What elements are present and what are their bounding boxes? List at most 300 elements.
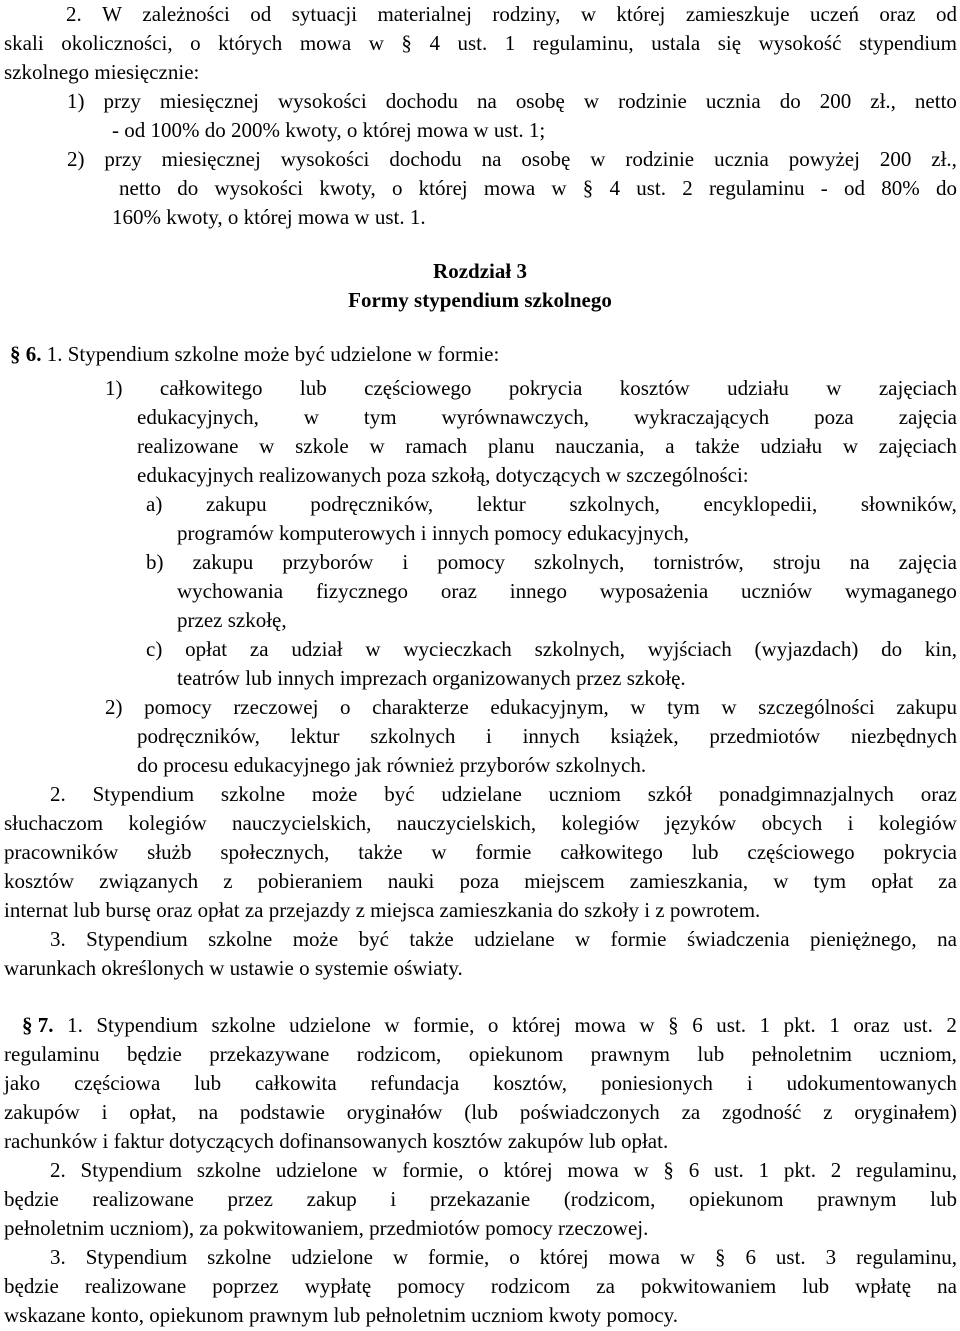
- section2-line: [112, 203, 957, 232]
- word: uczniom: [548, 782, 621, 806]
- word: poza: [459, 869, 500, 893]
- word: w: [583, 89, 600, 113]
- par6-line: [4, 838, 957, 867]
- word: rzeczowej: [233, 695, 319, 719]
- word: tym: [813, 869, 847, 893]
- par6-line: [137, 461, 957, 490]
- section2-line: [112, 116, 957, 145]
- par6-line: [146, 490, 957, 519]
- word: pokrycia: [508, 376, 583, 400]
- par7-line: [4, 1301, 957, 1330]
- word: wypłatę: [304, 1274, 372, 1298]
- word: w: [368, 31, 384, 55]
- par6-line: [177, 519, 957, 548]
- word: uczeń: [810, 2, 859, 26]
- word: przedmiotów: [709, 724, 821, 748]
- word: ust.: [903, 1013, 933, 1037]
- word: udzielone: [275, 1158, 358, 1182]
- par6-line: [4, 809, 957, 838]
- word: o: [487, 1013, 499, 1037]
- word: dochodu: [389, 147, 462, 171]
- word: netto: [914, 89, 957, 113]
- word: 2.: [50, 782, 66, 806]
- word: szczególności: [758, 695, 875, 719]
- word: wyrównawczych,: [441, 405, 590, 429]
- par7-line: [4, 1214, 957, 1243]
- word: udzielone: [289, 1013, 371, 1037]
- word: niezbędnych: [850, 724, 957, 748]
- word: 1: [829, 1013, 840, 1037]
- word: zajęcia: [898, 550, 957, 574]
- word: szkolnych,: [534, 550, 625, 574]
- word: do: [177, 176, 199, 200]
- word: w: [259, 434, 275, 458]
- word: regulaminu,: [856, 1158, 957, 1182]
- word: b): [146, 550, 164, 574]
- word: całkowitego: [560, 840, 663, 864]
- par7-line: [4, 1069, 957, 1098]
- word: szkolnych: [370, 724, 456, 748]
- line-text: 160% kwoty, o której mowa w ust. 1.: [112, 205, 426, 229]
- word: pieniężnego,: [809, 927, 917, 951]
- par6-line: [137, 722, 957, 751]
- word: słowników,: [860, 492, 957, 516]
- word: w: [574, 927, 591, 951]
- word: za: [249, 637, 269, 661]
- word: służb: [147, 840, 192, 864]
- word: może: [311, 782, 358, 806]
- word: pokwitowaniem: [640, 1274, 777, 1298]
- word: tym: [667, 695, 700, 719]
- word: c): [146, 637, 163, 661]
- word: materialnej: [377, 2, 472, 26]
- word: prawnym: [817, 1187, 897, 1211]
- word: kolegiów: [128, 811, 207, 835]
- word: 200: [879, 147, 912, 171]
- word: Stypendium: [80, 1158, 183, 1182]
- word: przy: [104, 147, 142, 171]
- word: regulaminu: [708, 176, 805, 200]
- word: zakupu: [192, 550, 254, 574]
- word: lektur: [290, 724, 340, 748]
- word: od: [250, 2, 272, 26]
- word: jako: [4, 1071, 41, 1095]
- word: wysokości: [278, 89, 367, 113]
- word: związanych: [99, 869, 199, 893]
- word: netto: [119, 176, 161, 200]
- word: przez: [227, 1187, 273, 1211]
- word: (rodzicom,: [563, 1187, 656, 1211]
- word: i: [847, 811, 854, 835]
- word: pełnoletnim: [751, 1042, 852, 1066]
- word: pracowników: [4, 840, 119, 864]
- word: a): [146, 492, 163, 516]
- word: osobę: [515, 89, 565, 113]
- par7-line: [4, 1185, 957, 1214]
- line-text: przez szkołę,: [177, 608, 287, 632]
- word: 6: [692, 1013, 703, 1037]
- word: mowa: [567, 1158, 619, 1182]
- section2-line: [4, 58, 957, 87]
- word: miesięcznej: [161, 147, 261, 171]
- word: okoliczności,: [61, 31, 173, 55]
- word: opłat: [185, 637, 228, 661]
- word: o: [340, 695, 351, 719]
- word: zajęciach: [878, 376, 957, 400]
- word: szkolne: [220, 782, 286, 806]
- word: opiekunom: [468, 1042, 564, 1066]
- word: 1: [758, 1158, 770, 1182]
- word: powyżej: [788, 147, 860, 171]
- word: której: [503, 1158, 553, 1182]
- word: nauczycielskich,: [396, 811, 537, 835]
- word: przy: [103, 89, 141, 113]
- word: zależności: [142, 2, 230, 26]
- par6-line: [4, 954, 957, 983]
- word: w: [551, 176, 567, 200]
- par6-line: [105, 693, 957, 722]
- word: w: [630, 695, 646, 719]
- word: ponadgimnazjalnych: [718, 782, 894, 806]
- word: poświadczonych: [519, 1100, 660, 1124]
- word: obcych: [761, 811, 823, 835]
- par7-line: [4, 1098, 957, 1127]
- word: lub: [930, 1187, 957, 1211]
- par6-line: [146, 635, 957, 664]
- word: stroju: [772, 550, 821, 574]
- word: opiekunom: [689, 1187, 784, 1211]
- word: i: [746, 1071, 753, 1095]
- par7-line: [50, 1243, 957, 1272]
- word: może: [292, 927, 339, 951]
- word: zajęciach: [878, 434, 957, 458]
- section2-line: [67, 87, 957, 116]
- word: 4: [609, 176, 621, 200]
- word: poza: [814, 405, 854, 429]
- word: tym: [363, 405, 397, 429]
- section2-line: [119, 174, 957, 203]
- word: §: [401, 31, 412, 55]
- word: §: [668, 1013, 679, 1037]
- word: lub: [691, 840, 719, 864]
- word: się: [717, 31, 742, 55]
- word: realizowane: [92, 1187, 194, 1211]
- chapter-title: Rozdział 3: [433, 259, 527, 283]
- word: pomocy: [437, 550, 505, 574]
- par6-line: [105, 374, 957, 403]
- word: 2: [946, 1013, 957, 1037]
- word: dochodu: [385, 89, 459, 113]
- word: 4: [429, 31, 440, 55]
- word: w: [372, 1158, 388, 1182]
- word: w: [639, 1013, 655, 1037]
- word: Stypendium: [92, 782, 195, 806]
- word: o: [509, 1245, 520, 1269]
- par6-line: [137, 751, 957, 780]
- word: przekazywane: [209, 1042, 330, 1066]
- word: zakupu: [896, 695, 957, 719]
- word: w: [679, 1245, 696, 1269]
- word: szkolne: [208, 927, 273, 951]
- word: oryginałów: [346, 1100, 443, 1124]
- word: o: [190, 31, 201, 55]
- word: wysokości: [214, 176, 304, 200]
- word: w: [590, 147, 606, 171]
- word: od: [935, 2, 957, 26]
- word: udzielone: [291, 1245, 373, 1269]
- word: wpłatę: [855, 1274, 912, 1298]
- word: mowa: [483, 176, 536, 200]
- word: także: [358, 840, 403, 864]
- par6-line: [50, 780, 957, 809]
- word: kosztów: [619, 376, 690, 400]
- word: do: [779, 89, 801, 113]
- word: oraz: [853, 1013, 890, 1037]
- word: opłat,: [129, 1100, 177, 1124]
- word: regulaminu: [4, 1042, 100, 1066]
- word: regulaminu,: [856, 1245, 957, 1269]
- word: w: [303, 405, 319, 429]
- word: kolegiów: [878, 811, 957, 835]
- word: społecznych,: [220, 840, 330, 864]
- word: 6: [688, 1158, 700, 1182]
- word: częściowego: [364, 376, 472, 400]
- word: charakterze: [372, 695, 469, 719]
- word: formie,: [402, 1158, 464, 1182]
- word: także: [695, 434, 740, 458]
- word: ucznia: [714, 147, 769, 171]
- word: §: [663, 1158, 674, 1182]
- word: książek,: [610, 724, 679, 748]
- word: oryginałem): [854, 1100, 957, 1124]
- par6-line: [177, 664, 957, 693]
- word: rodziny,: [492, 2, 561, 26]
- par7-line: [4, 1040, 957, 1069]
- word: edukacyjnych,: [137, 405, 259, 429]
- word: będzie: [4, 1187, 59, 1211]
- word: podręczników,: [310, 492, 434, 516]
- line-text: 1. Stypendium szkolne może być udzielone w formie:: [41, 342, 500, 366]
- word: prawnym: [590, 1042, 670, 1066]
- word: osobę: [521, 147, 571, 171]
- word: 6: [745, 1245, 756, 1269]
- word: na: [481, 147, 502, 171]
- word: szkolnych,: [569, 492, 660, 516]
- word: pobieraniem: [257, 869, 363, 893]
- word: uczniów: [741, 579, 813, 603]
- word: 80%: [881, 176, 920, 200]
- par6-line: [10, 340, 960, 369]
- word: do: [881, 637, 903, 661]
- word: 1: [504, 31, 516, 55]
- line-text: szkolnego miesięcznie:: [4, 60, 200, 84]
- word: oraz: [879, 2, 916, 26]
- word: Stypendium: [85, 1245, 188, 1269]
- word: udziału: [760, 434, 823, 458]
- word: § 7.: [22, 1013, 54, 1037]
- par7-line: [4, 1127, 957, 1156]
- word: formie: [610, 927, 667, 951]
- par6-line: [137, 432, 957, 461]
- line-text: - od 100% do 200% kwoty, o której mowa w ust. 1;: [112, 118, 546, 142]
- word: realizowane: [137, 434, 239, 458]
- word: a: [665, 434, 675, 458]
- word: w: [369, 434, 385, 458]
- word: pomocy: [397, 1274, 465, 1298]
- section2-line: [4, 29, 957, 58]
- word: słuchaczom: [4, 811, 104, 835]
- word: 3.: [50, 927, 66, 951]
- word: na: [937, 1274, 957, 1298]
- word: wymaganego: [844, 579, 957, 603]
- word: na: [937, 927, 957, 951]
- line-text: teatrów lub innych imprezach organizowanych przez szkołę.: [177, 666, 686, 690]
- word: szkół: [647, 782, 693, 806]
- line-text: pełnoletnim uczniom), za pokwitowaniem, przedmiotów pomocy rzeczowej.: [4, 1216, 649, 1240]
- section2-line: [66, 0, 957, 29]
- word: ustala: [651, 31, 701, 55]
- word: całkowita: [255, 1071, 337, 1095]
- word: §: [714, 1245, 726, 1269]
- word: rodzinie: [618, 89, 687, 113]
- word: ust.: [457, 31, 488, 55]
- par7-line: [4, 1272, 957, 1301]
- word: udziału: [727, 376, 789, 400]
- word: podstawie: [239, 1100, 326, 1124]
- word: oraz: [440, 579, 477, 603]
- par7-line: [22, 1011, 957, 1040]
- word: W: [102, 2, 122, 26]
- word: miejscem: [524, 869, 605, 893]
- word: ucznia: [705, 89, 761, 113]
- word: poniesionych: [600, 1071, 713, 1095]
- word: której: [511, 1013, 561, 1037]
- word: pkt.: [783, 1013, 816, 1037]
- line-text: do procesu edukacyjnego jak również przyborów szkolnych.: [137, 753, 647, 777]
- word: szkole: [295, 434, 349, 458]
- word: szkolne: [196, 1158, 262, 1182]
- word: formie,: [413, 1013, 475, 1037]
- word: na: [198, 1100, 219, 1124]
- word: udział: [291, 637, 343, 661]
- word: w: [431, 840, 447, 864]
- word: na: [849, 550, 870, 574]
- word: 2.: [66, 2, 82, 26]
- word: podręczników,: [137, 724, 260, 748]
- word: zł.,: [870, 89, 896, 113]
- word: w: [721, 695, 737, 719]
- word: skali: [4, 31, 44, 55]
- word: częściowego: [747, 840, 855, 864]
- word: kosztów: [4, 869, 74, 893]
- word: wychowania: [177, 579, 284, 603]
- word: ramach: [405, 434, 468, 458]
- word: przyborów: [282, 550, 374, 574]
- word: szkolne: [211, 1013, 276, 1037]
- word: wyposażenia: [599, 579, 709, 603]
- word: szkolne: [207, 1245, 272, 1269]
- word: i: [486, 724, 492, 748]
- word: sytuacji: [291, 2, 358, 26]
- word: zakupów: [4, 1100, 80, 1124]
- word: (wyjazdach): [754, 637, 859, 661]
- word: kin,: [924, 637, 957, 661]
- word: świadczenia: [686, 927, 790, 951]
- word: zgodność: [722, 1100, 802, 1124]
- word: lektur: [476, 492, 526, 516]
- word: o: [391, 176, 403, 200]
- word: do: [935, 176, 957, 200]
- word: -: [820, 176, 828, 200]
- word: której: [539, 1245, 589, 1269]
- word: w: [580, 2, 596, 26]
- word: pokrycia: [883, 840, 957, 864]
- word: udzielane: [474, 927, 555, 951]
- word: realizowane: [84, 1274, 187, 1298]
- word: wycieczkach: [403, 637, 512, 661]
- par6-line: [4, 896, 957, 925]
- word: w: [633, 1158, 649, 1182]
- word: edukacyjnym,: [490, 695, 609, 719]
- word: zł.,: [931, 147, 957, 171]
- word: miesięcznej: [159, 89, 259, 113]
- word: zajęcia: [898, 405, 957, 429]
- word: regulaminu,: [532, 31, 634, 55]
- word: 1): [105, 376, 123, 400]
- word: (lub: [464, 1100, 499, 1124]
- word: w: [365, 637, 381, 661]
- word: formie: [475, 840, 532, 864]
- word: 1: [759, 1013, 771, 1037]
- word: za: [938, 869, 957, 893]
- word: 2.: [50, 1158, 66, 1182]
- word: zakupu: [205, 492, 267, 516]
- word: zamieszkuje: [685, 2, 790, 26]
- word: Stypendium: [96, 1013, 198, 1037]
- word: i: [390, 1187, 397, 1211]
- word: rodzinie: [625, 147, 695, 171]
- word: wysokość: [758, 31, 842, 55]
- word: ust.: [716, 1013, 747, 1037]
- word: szkolnych,: [534, 637, 625, 661]
- word: których: [218, 31, 283, 55]
- word: ust.: [636, 176, 666, 200]
- word: w: [773, 869, 789, 893]
- word: lub: [299, 376, 327, 400]
- paragraph-mark: § 6.: [10, 342, 42, 366]
- word: przekazanie: [429, 1187, 531, 1211]
- word: innych: [522, 724, 580, 748]
- par6-line: [177, 606, 957, 635]
- word: za: [596, 1274, 615, 1298]
- word: której: [616, 2, 666, 26]
- word: ust.: [714, 1158, 744, 1182]
- word: oraz: [920, 782, 957, 806]
- word: z: [223, 869, 233, 893]
- word: refundacja: [370, 1071, 460, 1095]
- word: nauczycielskich,: [232, 811, 372, 835]
- word: 200: [819, 89, 852, 113]
- word: 1): [67, 89, 85, 113]
- word: zamieszkania,: [629, 869, 749, 893]
- word: encyklopedii,: [703, 492, 818, 516]
- word: 2): [105, 695, 123, 719]
- line-text: rachunków i faktur dotyczących dofinansowanych kosztów zakupów lub opłat.: [4, 1129, 669, 1153]
- word: także: [409, 927, 454, 951]
- line-text: internat lub bursę oraz opłat za przejazdy z miejsca zamieszkania do szkoły i z powrotem.: [4, 898, 761, 922]
- word: rodzicom: [490, 1274, 571, 1298]
- word: której: [418, 176, 468, 200]
